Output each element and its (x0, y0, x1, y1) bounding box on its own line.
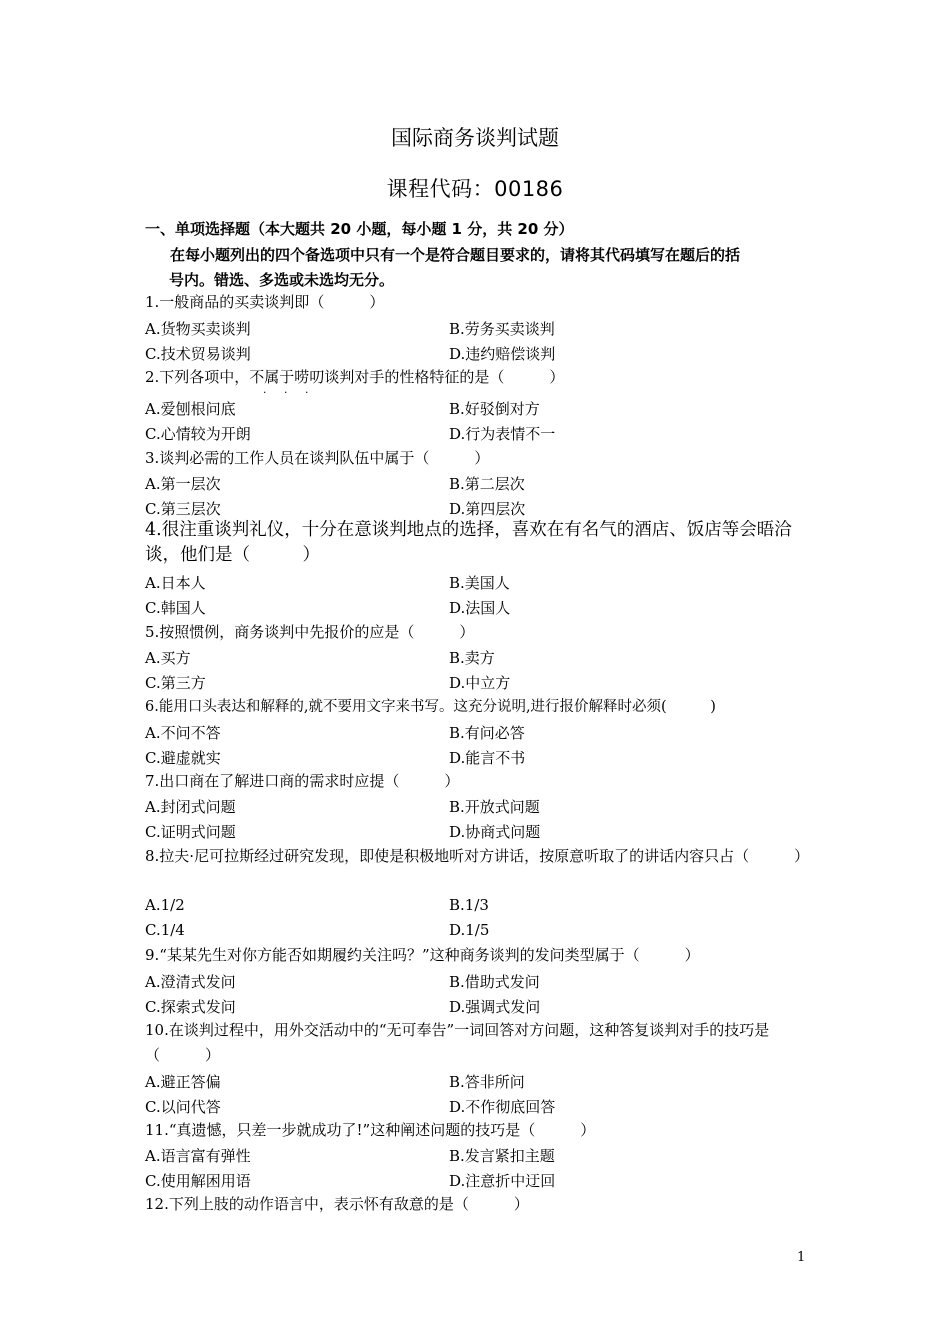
question-9-option-a: A.澄清式发问 (145, 973, 236, 991)
question-9-option-c: C.探索式发问 (145, 998, 236, 1016)
question-3-option-a: A.第一层次 (145, 475, 221, 493)
question-7-option-d: D.协商式问题 (449, 823, 541, 841)
instruction-line-1: 在每小题列出的四个备选项中只有一个是符合题目要求的，请将其代码填写在题后的括 (170, 246, 741, 264)
question-9-option-b: B.借助式发问 (449, 973, 540, 991)
question-8-option-a: A.1/2 (145, 896, 185, 914)
question-5-stem: 5.按照惯例，商务谈判中先报价的应是（ ） (145, 623, 475, 641)
question-9-stem: 9.“某某先生对你方能否如期履约关注吗？”这种商务谈判的发问类型属于（ ） (145, 946, 700, 964)
emphasis-dots: · · · (263, 386, 316, 399)
question-9-option-d: D.强调式发问 (449, 998, 541, 1016)
page-number: 1 (797, 1250, 806, 1265)
question-6-option-d: D.能言不书 (449, 749, 526, 767)
question-1-option-a: A.货物买卖谈判 (145, 320, 251, 338)
question-1-stem: 1.一般商品的买卖谈判即（ ） (145, 293, 385, 311)
question-7-option-b: B.开放式问题 (449, 798, 540, 816)
question-11-option-d: D.注意折中迂回 (449, 1172, 556, 1190)
section-heading: 一、单项选择题（本大题共 20 小题，每小题 1 分，共 20 分） (145, 220, 574, 238)
question-6-option-a: A.不问不答 (145, 724, 221, 742)
question-3-option-b: B.第二层次 (449, 475, 525, 493)
question-8-option-c: C.1/4 (145, 921, 185, 939)
question-4-option-d: D.法国人 (449, 599, 511, 617)
question-10-option-d: D.不作彻底回答 (449, 1098, 556, 1116)
question-5-option-a: A.买方 (145, 649, 191, 667)
question-6-option-b: B.有问必答 (449, 724, 525, 742)
question-4-option-b: B.美国人 (449, 574, 510, 592)
question-8-stem: 8.拉夫·尼可拉斯经过研究发现，即使是积极地听对方讲话，按原意听取了的讲话内容只占（ ） (145, 847, 810, 865)
question-11-option-b: B.发言紧扣主题 (449, 1147, 555, 1165)
question-2-option-c: C.心情较为开朗 (145, 425, 251, 443)
question-5-option-d: D.中立方 (449, 674, 511, 692)
question-7-option-a: A.封闭式问题 (145, 798, 236, 816)
question-5-option-b: B.卖方 (449, 649, 495, 667)
question-8-option-d: D.1/5 (449, 921, 490, 939)
course-code: 课程代码：00186 (386, 177, 564, 201)
question-6-stem: 6.能用口头表达和解释的,就不要用文字来书写。这充分说明,进行报价解释时必须( ) (145, 699, 716, 715)
question-3-option-c: C.第三层次 (145, 500, 221, 518)
question-1-option-c: C.技术贸易谈判 (145, 345, 251, 363)
question-11-option-c: C.使用解困用语 (145, 1172, 251, 1190)
question-2-option-d: D.行为表情不一 (449, 425, 556, 443)
question-4-option-a: A.日本人 (145, 574, 206, 592)
question-1-option-b: B.劳务买卖谈判 (449, 320, 555, 338)
question-2-option-a: A.爱刨根问底 (145, 400, 236, 418)
question-11-option-a: A.语言富有弹性 (145, 1147, 251, 1165)
question-5-option-c: C.第三方 (145, 674, 206, 692)
question-4-option-c: C.韩国人 (145, 599, 206, 617)
question-2-stem: 2.下列各项中，不属于唠叨谈判对手的性格特征的是（ ） (145, 368, 565, 386)
question-8-option-b: B.1/3 (449, 896, 489, 914)
question-10-option-b: B.答非所问 (449, 1073, 525, 1091)
question-1-option-d: D.违约赔偿谈判 (449, 345, 556, 363)
question-10-stem: 10.在谈判过程中，用外交活动中的“无可奉告”一词回答对方问题，这种答复谈判对手的技巧是（ ） (145, 1021, 770, 1064)
exam-title: 国际商务谈判试题 (391, 126, 559, 150)
question-12-stem: 12.下列上肢的动作语言中，表示怀有敌意的是（ ） (145, 1195, 529, 1213)
question-3-stem: 3.谈判必需的工作人员在谈判队伍中属于（ ） (145, 449, 490, 467)
question-6-option-c: C.避虚就实 (145, 749, 221, 767)
question-10-option-a: A.避正答偏 (145, 1073, 221, 1091)
question-10-option-c: C.以问代答 (145, 1098, 221, 1116)
question-3-option-d: D.第四层次 (449, 500, 526, 518)
section-instructions (170, 243, 810, 293)
question-7-option-c: C.证明式问题 (145, 823, 236, 841)
question-11-stem: 11.“真遗憾，只差一步就成功了!”这种阐述问题的技巧是（ ） (145, 1121, 596, 1139)
instruction-line-2: 号内。错选、多选或未选均无分。 (169, 271, 395, 289)
question-2-option-b: B.好驳倒对方 (449, 400, 540, 418)
question-4-stem: 4.很注重谈判礼仪，十分在意谈判地点的选择，喜欢在有名气的酒店、饭店等会晤洽谈，他们是（ ） (145, 520, 792, 565)
question-7-stem: 7.出口商在了解进口商的需求时应提（ ） (145, 772, 460, 790)
